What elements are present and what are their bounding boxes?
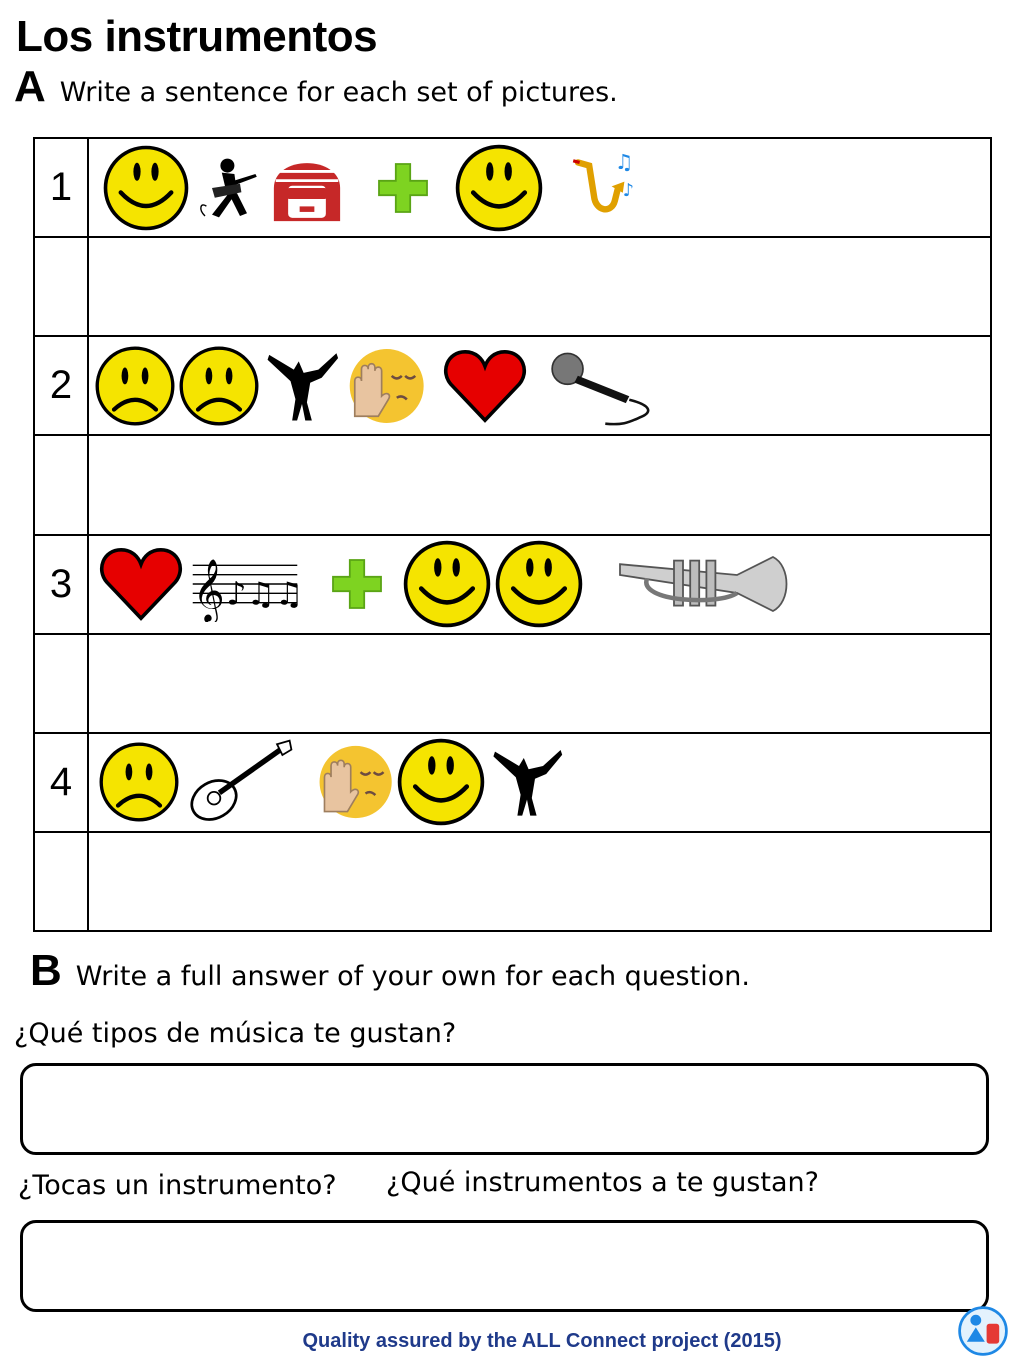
all-connect-logo-icon: [956, 1304, 1010, 1358]
question-instruments-liked: ¿Qué instrumentos a te gustan?: [386, 1167, 819, 1198]
section-a-heading: [14, 62, 618, 112]
answer-cell-1[interactable]: [88, 237, 991, 336]
answer-cell-2[interactable]: [88, 435, 991, 534]
dismissive-face-icon: [343, 344, 427, 428]
answer-number-cell-1: [34, 237, 88, 336]
breakdancer-icon: [261, 343, 343, 429]
section-a-letter: A: [14, 62, 46, 111]
footer-credit: Quality assured by the ALL Connect project (2015): [302, 1330, 782, 1352]
picture-row-2: [34, 336, 991, 435]
answer-number-cell-4: [34, 832, 88, 931]
guitar-icon: [181, 737, 301, 827]
saxophone-icon: [557, 148, 647, 228]
answer-cell-3[interactable]: [88, 634, 991, 733]
answer-cell-4[interactable]: [88, 832, 991, 931]
row-number-1: 1: [34, 138, 88, 237]
picture-row-4: [34, 733, 991, 832]
section-a-instruction: Write a sentence for each set of pictures.: [59, 77, 618, 108]
smiley-sad-icon: [93, 344, 177, 428]
plus-icon: [373, 158, 433, 218]
answer-row-2[interactable]: [34, 435, 991, 534]
answer-box-instruments[interactable]: [20, 1220, 989, 1312]
smiley-happy-icon: [101, 143, 191, 233]
answer-number-cell-3: [34, 634, 88, 733]
row-number-3: 3: [34, 535, 88, 634]
heart-icon: [437, 341, 533, 431]
picture-row-3: [34, 535, 991, 634]
picture-cell-4: [88, 733, 991, 832]
picture-row-1: [34, 138, 991, 237]
smiley-happy-icon: [401, 538, 493, 630]
question-play-instrument: ¿Tocas un instrumento?: [18, 1170, 337, 1201]
music-notes-icon: [189, 546, 301, 622]
answer-row-4[interactable]: [34, 832, 991, 931]
picture-cell-3: [88, 535, 991, 634]
guitarist-silhouette-icon: [191, 143, 261, 233]
plus-icon: [327, 554, 387, 614]
section-b-heading: [30, 946, 750, 996]
smiley-happy-icon: [395, 736, 487, 828]
answer-box-music-types[interactable]: [20, 1063, 989, 1155]
rapper-icon: [261, 142, 353, 234]
microphone-icon: [547, 343, 667, 429]
breakdancer-icon: [487, 739, 567, 825]
answer-number-cell-2: [34, 435, 88, 534]
row-number-4: 4: [34, 733, 88, 832]
section-b-letter: B: [30, 946, 62, 995]
answer-row-3[interactable]: [34, 634, 991, 733]
picture-sentence-table: [33, 137, 992, 932]
smiley-sad-icon: [97, 740, 181, 824]
smiley-happy-icon: [493, 538, 585, 630]
smiley-sad-icon: [177, 344, 261, 428]
smiley-happy-icon: [453, 142, 545, 234]
heart-icon: [93, 539, 189, 629]
page-title: Los instrumentos: [16, 12, 378, 61]
dismissive-face-icon: [313, 741, 395, 823]
section-b-instruction: Write a full answer of your own for each question.: [75, 961, 750, 992]
trumpet-icon: [605, 539, 815, 629]
picture-cell-2: [88, 336, 991, 435]
answer-row-1[interactable]: [34, 237, 991, 336]
row-number-2: 2: [34, 336, 88, 435]
picture-cell-1: [88, 138, 991, 237]
question-music-types: ¿Qué tipos de música te gustan?: [14, 1018, 457, 1049]
